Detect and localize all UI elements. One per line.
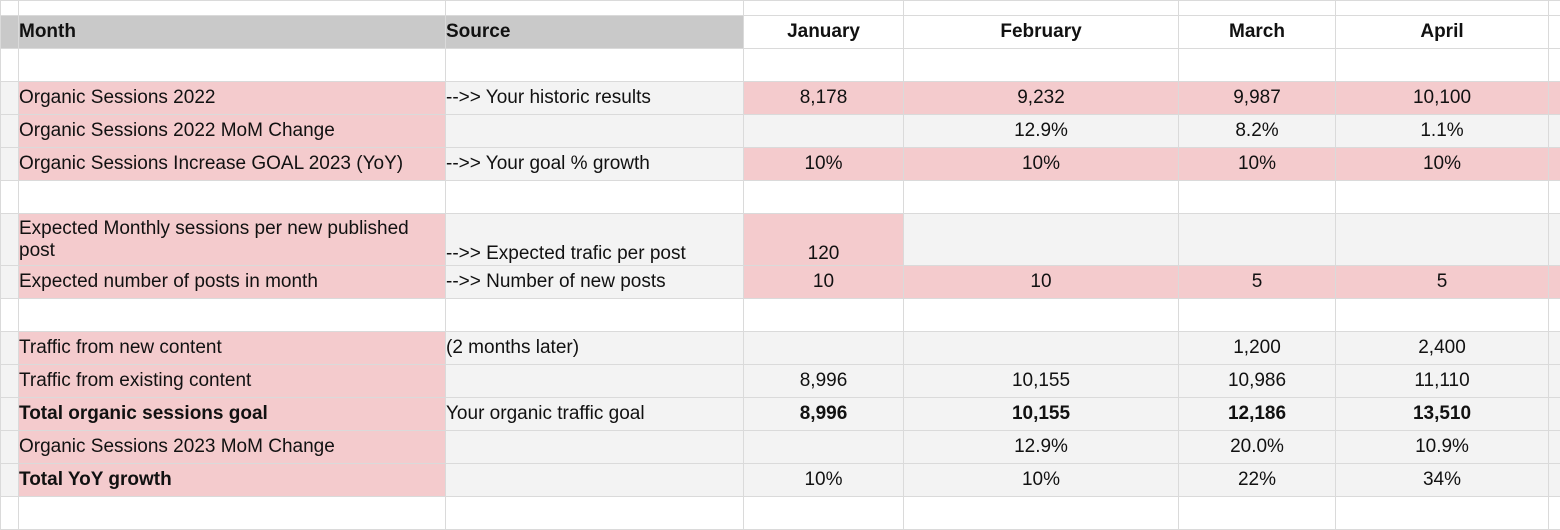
cell-value[interactable]: 2,400 <box>1336 332 1549 365</box>
row-source[interactable]: (2 months later) <box>446 332 744 365</box>
table-row-expected-sessions <box>1 214 1560 266</box>
cell-value[interactable]: 10% <box>744 148 904 181</box>
row-gutter[interactable] <box>1 16 19 49</box>
cell-value[interactable]: 10% <box>1179 148 1336 181</box>
cell-value[interactable]: 10% <box>904 464 1179 497</box>
header-february-cell[interactable]: February <box>904 16 1179 49</box>
cell-value[interactable]: 8,178 <box>744 82 904 115</box>
table-row-total-yoy <box>1 464 1560 497</box>
row-label[interactable]: Organic Sessions Increase GOAL 2023 (YoY) <box>19 148 446 181</box>
blank-row <box>1 49 1560 82</box>
cell-value[interactable] <box>744 115 904 148</box>
header-row <box>1 16 1560 49</box>
cell-value[interactable]: 20.0% <box>1179 431 1336 464</box>
row-label[interactable]: Traffic from existing content <box>19 365 446 398</box>
cell-value[interactable]: 10% <box>744 464 904 497</box>
cell-value[interactable]: 120 <box>744 214 904 266</box>
cell-value[interactable]: 12.9% <box>904 431 1179 464</box>
cell-value[interactable]: 8,996 <box>744 365 904 398</box>
row-source[interactable]: -->> Expected trafic per post <box>446 214 744 266</box>
blank-row <box>1 299 1560 332</box>
cell-value[interactable]: 22% <box>1179 464 1336 497</box>
cell-value[interactable]: 10,986 <box>1179 365 1336 398</box>
row-source[interactable] <box>446 431 744 464</box>
row-label[interactable]: Total organic sessions goal <box>19 398 446 431</box>
row-label[interactable]: Organic Sessions 2022 MoM Change <box>19 115 446 148</box>
cell-value[interactable]: 10 <box>904 266 1179 299</box>
cell-value[interactable] <box>904 332 1179 365</box>
top-spacer-row <box>1 1 1560 16</box>
cell-value[interactable] <box>744 431 904 464</box>
row-source[interactable] <box>446 115 744 148</box>
table-row-mom-2023 <box>1 431 1560 464</box>
cell-value[interactable]: 8,996 <box>744 398 904 431</box>
header-source-cell[interactable]: Source <box>446 16 744 49</box>
cell-value[interactable]: 11,110 <box>1336 365 1549 398</box>
cell-value[interactable]: 10% <box>1336 148 1549 181</box>
blank-row <box>1 497 1560 530</box>
cell-value[interactable]: 34% <box>1336 464 1549 497</box>
row-source[interactable] <box>446 365 744 398</box>
cell-value[interactable]: 8.2% <box>1179 115 1336 148</box>
table-row-organic-2022 <box>1 82 1560 115</box>
cell-value[interactable]: 5 <box>1179 266 1336 299</box>
cell-value[interactable] <box>1179 214 1336 266</box>
header-march-cell[interactable]: March <box>1179 16 1336 49</box>
row-source[interactable] <box>446 464 744 497</box>
table-row-mom-2022 <box>1 115 1560 148</box>
table-row-expected-posts <box>1 266 1560 299</box>
table-row-traffic-new <box>1 332 1560 365</box>
cell-value[interactable]: 10 <box>744 266 904 299</box>
cell-value[interactable]: 12.9% <box>904 115 1179 148</box>
cell-value[interactable]: 13,510 <box>1336 398 1549 431</box>
cell-value[interactable]: 1.1% <box>1336 115 1549 148</box>
cell-value[interactable]: 10.9% <box>1336 431 1549 464</box>
row-label[interactable]: Organic Sessions 2022 <box>19 82 446 115</box>
cell-value[interactable]: 10,155 <box>904 365 1179 398</box>
cell-value[interactable]: 1,200 <box>1179 332 1336 365</box>
cell-value[interactable]: 10% <box>904 148 1179 181</box>
header-january-cell[interactable]: January <box>744 16 904 49</box>
cell-value[interactable] <box>744 332 904 365</box>
table-row-traffic-existing <box>1 365 1560 398</box>
cell-value[interactable] <box>1336 214 1549 266</box>
cell-value[interactable]: 10,155 <box>904 398 1179 431</box>
cell-value[interactable]: 10,100 <box>1336 82 1549 115</box>
header-april-cell[interactable]: April <box>1336 16 1549 49</box>
table-row-goal-2023 <box>1 148 1560 181</box>
cell-value[interactable] <box>904 214 1179 266</box>
row-source[interactable]: Your organic traffic goal <box>446 398 744 431</box>
row-label[interactable]: Expected Monthly sessions per new published post <box>19 214 446 266</box>
cell-value[interactable]: 9,987 <box>1179 82 1336 115</box>
header-month-cell[interactable]: Month <box>19 16 446 49</box>
row-label[interactable]: Traffic from new content <box>19 332 446 365</box>
row-source[interactable]: -->> Your goal % growth <box>446 148 744 181</box>
table-row-total-goal <box>1 398 1560 431</box>
cell-value[interactable]: 9,232 <box>904 82 1179 115</box>
row-label[interactable]: Expected number of posts in month <box>19 266 446 299</box>
cell-value[interactable]: 5 <box>1336 266 1549 299</box>
blank-row <box>1 181 1560 214</box>
row-label[interactable]: Organic Sessions 2023 MoM Change <box>19 431 446 464</box>
row-label[interactable]: Total YoY growth <box>19 464 446 497</box>
row-source[interactable]: -->> Number of new posts <box>446 266 744 299</box>
row-source[interactable]: -->> Your historic results <box>446 82 744 115</box>
cell-value[interactable]: 12,186 <box>1179 398 1336 431</box>
